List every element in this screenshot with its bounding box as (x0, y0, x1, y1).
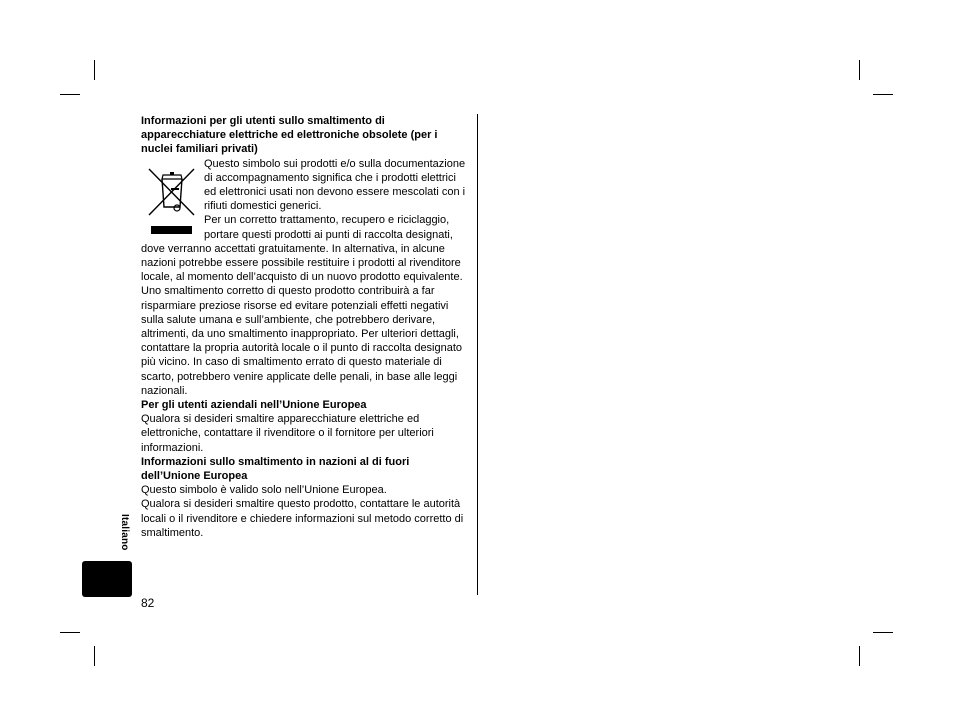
crop-mark-bottom-right-vertical (859, 646, 860, 666)
crossed-out-wheelie-bin-icon (141, 157, 203, 241)
heading-household-users: Informazioni per gli utenti sullo smaltimento di apparecchiature elettriche ed elettroniche obsolete (per i nuclei familiari privati) (141, 115, 438, 156)
language-tab-marker (82, 561, 132, 597)
collection-instructions: Per un corretto trattamento, recupero e riciclaggio, portare questi prodotti ai punti di raccolta designati, dove verranno accettati gratuitamente. In alternativa, in alcune nazioni potrebbe essere possibile restituire i prodotti al rivenditore locale, al momento dell’acquisto di un nuovo prodotto equivalente. (141, 214, 463, 284)
crop-mark-bottom-left-vertical (94, 646, 95, 666)
column-divider (477, 114, 478, 595)
disposal-paragraph: Uno smaltimento corretto di questo prodotto contribuirà a far risparmiare preziose risorse ed evitare potenziali effetti negativi sulla salute umana e sull’ambiente, che potrebbero derivare, altrimenti, da uno smaltimento inappropriato. Per ulteriori dettagli, contattare la propria autorità locale o il punto di raccolta designato più vicino. In caso di smaltimento errato di questo materiale di scarto, potrebbero venire applicate delle penali, in base alle leggi nazionali. (141, 285, 463, 397)
crop-mark-top-left-horizontal (60, 94, 80, 95)
heading-business-users: Per gli utenti aziendali nell’Unione Europea (141, 399, 367, 412)
weee-symbol (141, 157, 203, 241)
outside-eu-paragraph-1: Questo simbolo è valido solo nell’Unione Europea. (141, 484, 387, 497)
crop-mark-bottom-right-horizontal (873, 632, 893, 633)
crop-mark-top-left-vertical (94, 60, 95, 80)
crop-mark-bottom-left-horizontal (60, 632, 80, 633)
language-tab-label: Italiano (119, 514, 130, 551)
business-paragraph: Qualora si desideri smaltire apparecchiature elettriche ed elettroniche, contattare il rivenditore o il fornitore per ulteriori informazioni. (141, 413, 434, 454)
page-number: 82 (141, 596, 155, 610)
outside-eu-paragraph-2: Qualora si desideri smaltire questo prodotto, contattare le autorità locali o il rivenditore e chiedere informazioni sul metodo corretto di smaltimento. (141, 498, 464, 539)
symbol-paragraph-block (141, 157, 469, 285)
symbol-description: Questo simbolo sui prodotti e/o sulla documentazione di accompagnamento significa che i prodotti elettrici ed elettronici usati non devono essere mescolati con i rifiuti domestici generici. (204, 157, 466, 213)
document-column (141, 114, 469, 540)
heading-outside-eu: Informazioni sullo smaltimento in nazioni al di fuori dell’Unione Europea (141, 455, 410, 483)
crop-mark-top-right-horizontal (873, 94, 893, 95)
crop-mark-top-right-vertical (859, 60, 860, 80)
